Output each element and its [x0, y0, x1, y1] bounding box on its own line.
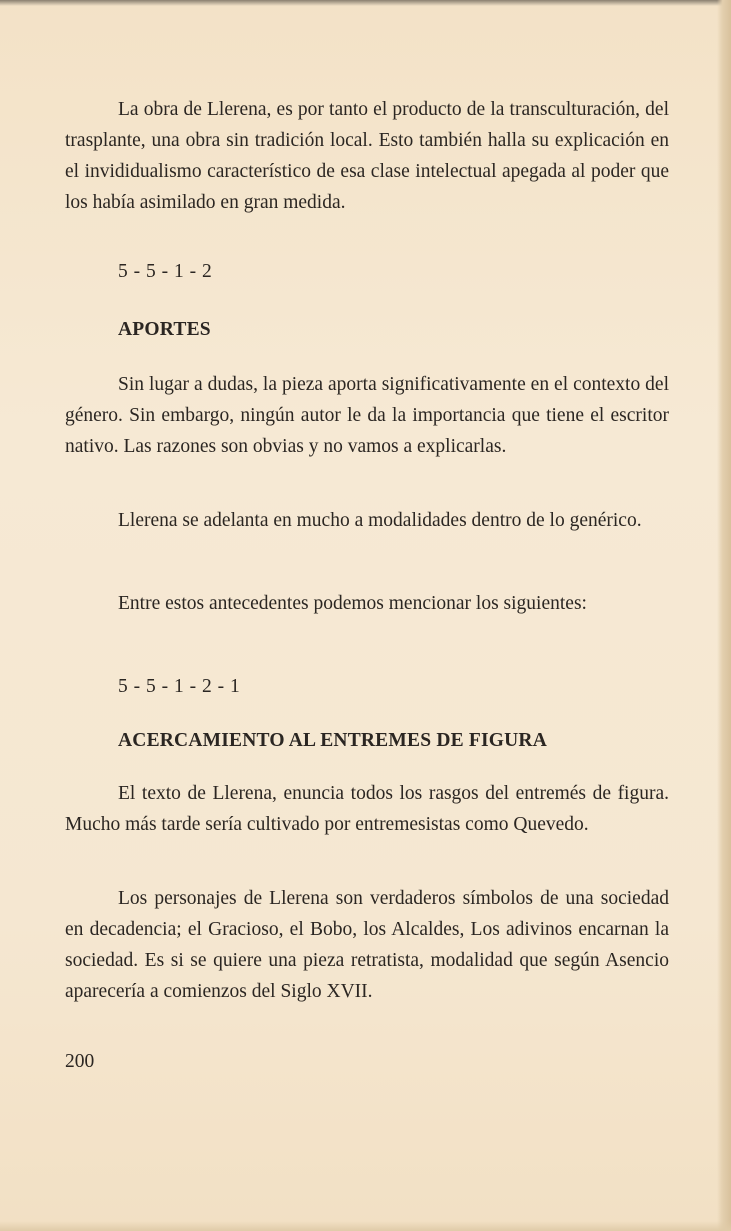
- paragraph-personajes: [65, 883, 669, 1007]
- paragraph-text: La obra de Llerena, es por tanto el producto de la transculturación, del trasplante, una obra sin tradición local. Esto también halla su explicación en el invididualismo característico de esa clase intelectual apegada al poder que los había asimilado en gran medida.: [65, 99, 669, 213]
- paragraph-text: Llerena se adelanta en mucho a modalidades dentro de lo genérico.: [118, 510, 642, 531]
- page-number: 200: [65, 1051, 95, 1072]
- section-heading-aportes: APORTES: [118, 319, 211, 340]
- section-heading-entremes: ACERCAMIENTO AL ENTREMES DE FIGURA: [118, 730, 548, 751]
- section-number: 5 - 5 - 1 - 2 - 1: [118, 676, 241, 697]
- paragraph-modalidades: [65, 505, 669, 536]
- paragraph-text: El texto de Llerena, enuncia todos los rasgos del entremés de figura. Mucho más tarde sería cultivado por entremesistas como Quevedo.: [65, 783, 669, 835]
- paragraph-text: Entre estos antecedentes podemos mencionar los siguientes:: [118, 593, 587, 614]
- paragraph-transculturacion: [65, 94, 669, 218]
- section-number: 5 - 5 - 1 - 2: [118, 261, 213, 282]
- page-right-edge: [717, 0, 731, 1231]
- page-bottom-edge: [0, 1221, 731, 1231]
- paragraph-entremes-figura: [65, 778, 669, 840]
- paragraph-text: Sin lugar a dudas, la pieza aporta significativamente en el contexto del género. Sin embargo, ningún autor le da la importancia que tiene el escritor nativo. Las razones son obvias y no vamos a explicarlas.: [65, 374, 669, 457]
- paragraph-antecedentes: [65, 588, 669, 619]
- paragraph-text: Los personajes de Llerena son verdaderos símbolos de una sociedad en decadencia; el Gracioso, el Bobo, los Alcaldes, Los adivinos encarnan la sociedad. Es si se quiere una pieza retratista, modalidad que según Asencio aparecería a comienzos del Siglo XVII.: [65, 888, 669, 1002]
- paragraph-aportes: [65, 369, 669, 462]
- page-top-edge: [0, 0, 731, 6]
